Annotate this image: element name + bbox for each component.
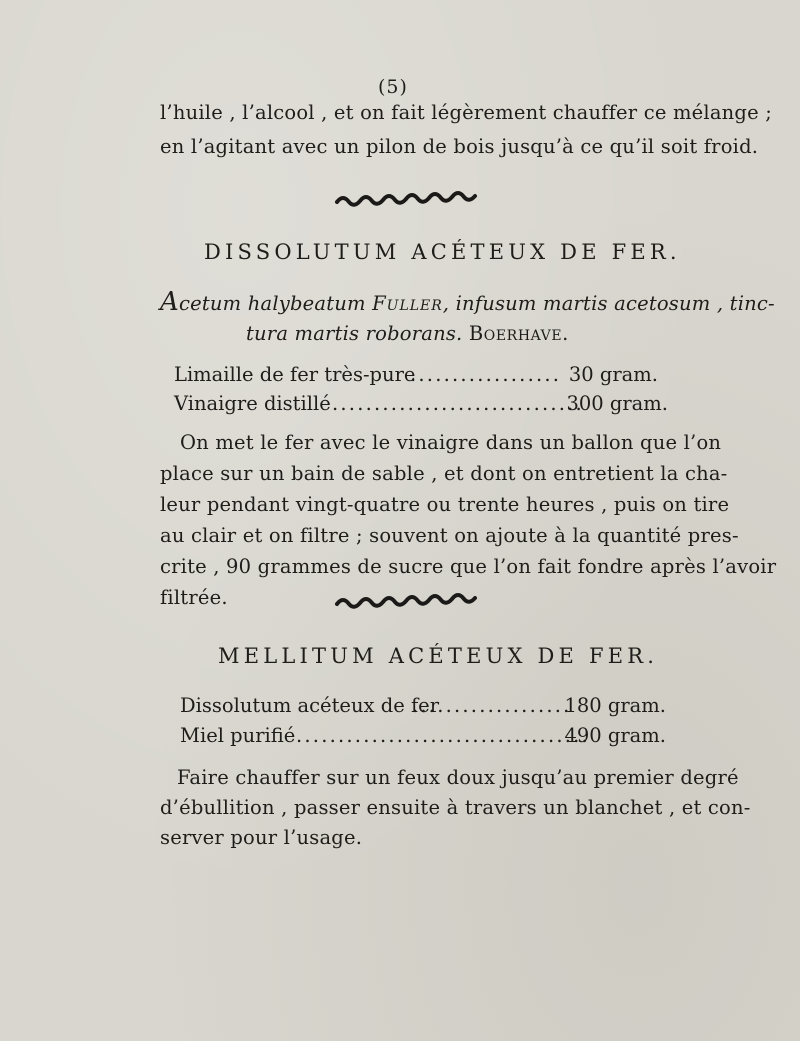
ingredient-name: Dissolutum acéteux de fer [180, 694, 440, 717]
leader-dots: .................. [410, 363, 562, 386]
intro-line-2: en l’agitant avec un pilon de bois jusqu’à ce qu’il soit froid. [160, 135, 759, 158]
ingredient-name: Miel purifié [180, 724, 296, 747]
wave-ornament-icon [335, 190, 485, 214]
synonyms-line-1 [160, 289, 775, 317]
page-number: (5) [378, 76, 408, 98]
drop-initial: A [160, 287, 179, 317]
ingredient-quantity: 180 gram. [564, 694, 666, 717]
ornamental-divider [335, 592, 485, 616]
synonym-text-2: , infusum martis acetosum , tinc- [442, 292, 775, 315]
author-fuller: Fuller [372, 292, 443, 315]
method-line: On met le fer avec le vinaigre dans un ballon que l’on [180, 431, 722, 454]
method-line: place sur un bain de sable , et dont on entretient la cha- [160, 462, 728, 485]
method-line: filtrée. [160, 586, 228, 609]
method-line: d’ébullition , passer ensuite à travers un blanchet , et con- [160, 796, 751, 819]
section-title-dissolutum: DISSOLUTUM ACÉTEUX DE FER. [204, 240, 681, 264]
ingredient-quantity: 300 gram. [566, 392, 668, 415]
intro-line-1: l’huile , l’alcool , et on fait légèrement chauffer ce mélange ; [160, 101, 773, 124]
leader-dots: .............................. [332, 392, 584, 415]
section-title-mellitum: MELLITUM ACÉTEUX DE FER. [218, 644, 659, 668]
ingredient-row [180, 694, 666, 720]
ingredient-row [174, 363, 658, 389]
ingredient-row [180, 724, 666, 750]
wave-ornament-icon [335, 592, 485, 616]
ingredient-row [174, 392, 668, 418]
ingredient-name: Vinaigre distillé [174, 392, 331, 415]
method-line: leur pendant vingt-quatre ou trente heures , puis on tire [160, 493, 730, 516]
author-boerhave: Boerhave. [468, 322, 569, 345]
synonym-text-3: tura martis roborans. [246, 322, 469, 345]
method-line: au clair et on filtre ; souvent on ajoute à la quantité pres- [160, 524, 739, 547]
ingredient-name: Limaille de fer très-pure [174, 363, 416, 386]
synonyms-line-2 [246, 321, 569, 347]
leader-dots: ................... [412, 694, 572, 717]
ingredient-quantity: 490 gram. [564, 724, 666, 747]
method-line: crite , 90 grammes de sucre que l’on fait fondre après l’avoir [160, 555, 777, 578]
ornamental-divider [335, 190, 485, 214]
leader-dots: ................................... [296, 724, 590, 747]
method-line: Faire chauffer sur un feux doux jusqu’au premier degré [177, 766, 739, 789]
method-line: server pour l’usage. [160, 826, 363, 849]
synonym-text-1: cetum halybeatum [178, 292, 373, 315]
ingredient-quantity: 30 gram. [568, 363, 658, 386]
